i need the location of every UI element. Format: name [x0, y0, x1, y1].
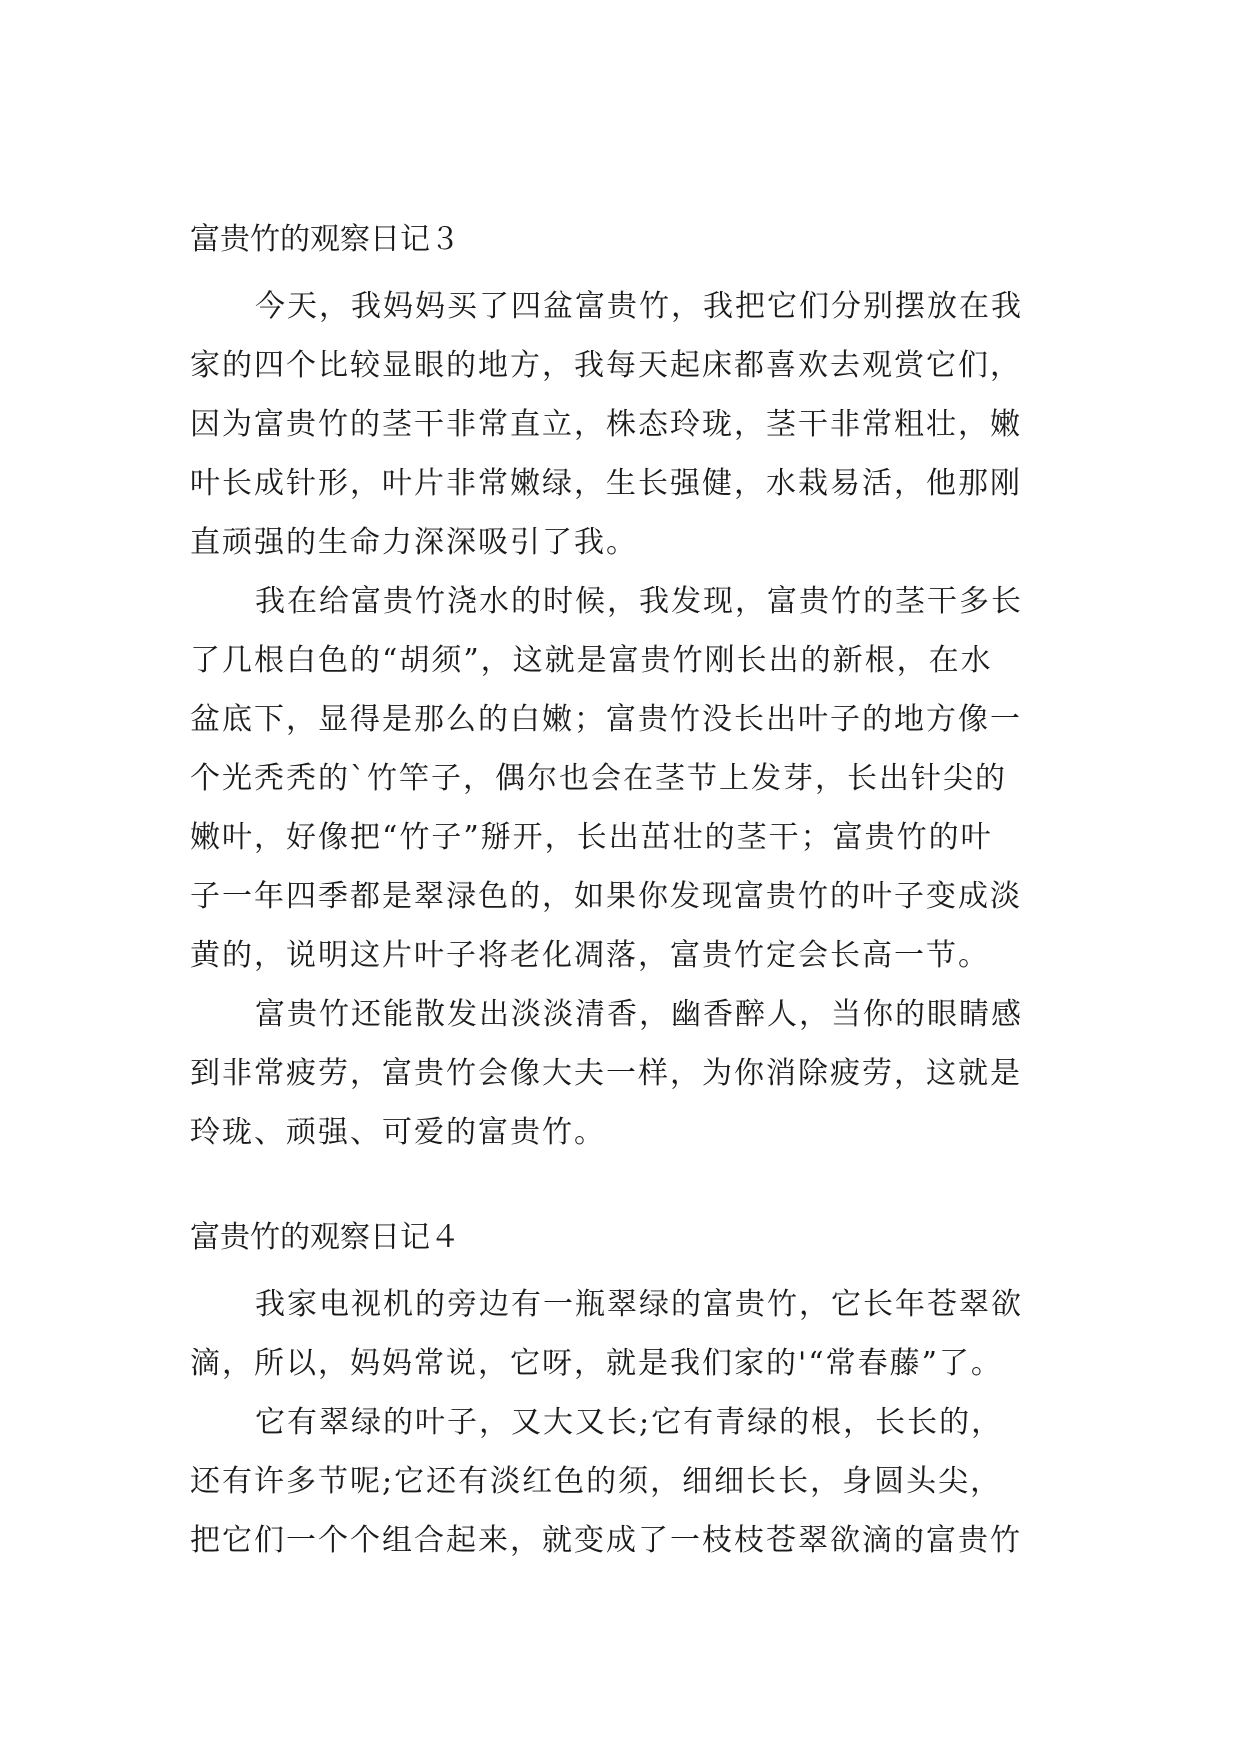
text-line: 子一年四季都是翠渌色的，如果你发现富贵竹的叶子变成淡 [190, 879, 1022, 914]
text-line: 个光秃秃的`竹竿子，偶尔也会在茎节上发芽，长出针尖的 [190, 761, 1007, 796]
text-line: 盆底下，显得是那么的白嫩；富贵竹没长出叶子的地方像一 [190, 702, 1022, 737]
text-line: 它有翠绿的叶子，又大又长;它有青绿的根，长长的， [255, 1405, 1004, 1440]
text-line: 我家电视机的旁边有一瓶翠绿的富贵竹，它长年苍翠欲 [255, 1287, 1023, 1322]
entry-title: 富贵竹的观察日记４ [190, 1220, 460, 1255]
text-line: 我在给富贵竹浇水的时候，我发现，富贵竹的茎干多长 [255, 584, 1023, 619]
diary-entry-3 [190, 220, 1050, 1162]
text-line: 到非常疲劳，富贵竹会像大夫一样，为你消除疲劳，这就是 [190, 1056, 1022, 1091]
text-line: 玲珑、顽强、可爱的富贵竹。 [190, 1115, 606, 1150]
text-line: 富贵竹还能散发出淡淡清香，幽香醉人，当你的眼睛感 [255, 997, 1023, 1032]
text-line: 黄的，说明这片叶子将老化凋落，富贵竹定会长高一节。 [190, 938, 990, 973]
text-line: 把它们一个个组合起来，就变成了一枝枝苍翠欲滴的富贵竹 [190, 1523, 1022, 1558]
entry-title: 富贵竹的观察日记３ [190, 222, 460, 257]
text-line: 嫩叶，好像把“竹子”掰开，长出茁壮的茎干；富贵竹的叶 [190, 820, 993, 855]
text-line: 叶长成针形，叶片非常嫩绿，生长强健，水栽易活，他那刚 [190, 466, 1022, 501]
text-line: 还有许多节呢;它还有淡红色的须，细细长长，身圆头尖， [190, 1464, 1003, 1499]
text-line: 了几根白色的“胡须”，这就是富贵竹刚长出的新根，在水 [190, 643, 993, 678]
text-line: 因为富贵竹的茎干非常直立，株态玲珑，茎干非常粗壮，嫩 [190, 407, 1022, 442]
text-line: 直顽强的生命力深深吸引了我。 [190, 525, 638, 560]
diary-entry-4 [190, 1218, 1050, 1570]
text-line: 家的四个比较显眼的地方，我每天起床都喜欢去观赏它们， [190, 348, 1022, 383]
text-line: 滴，所以，妈妈常说，它呀，就是我们家的'“常春藤”了。 [190, 1346, 1003, 1381]
text-line: 今天，我妈妈买了四盆富贵竹，我把它们分别摆放在我 [255, 289, 1023, 324]
